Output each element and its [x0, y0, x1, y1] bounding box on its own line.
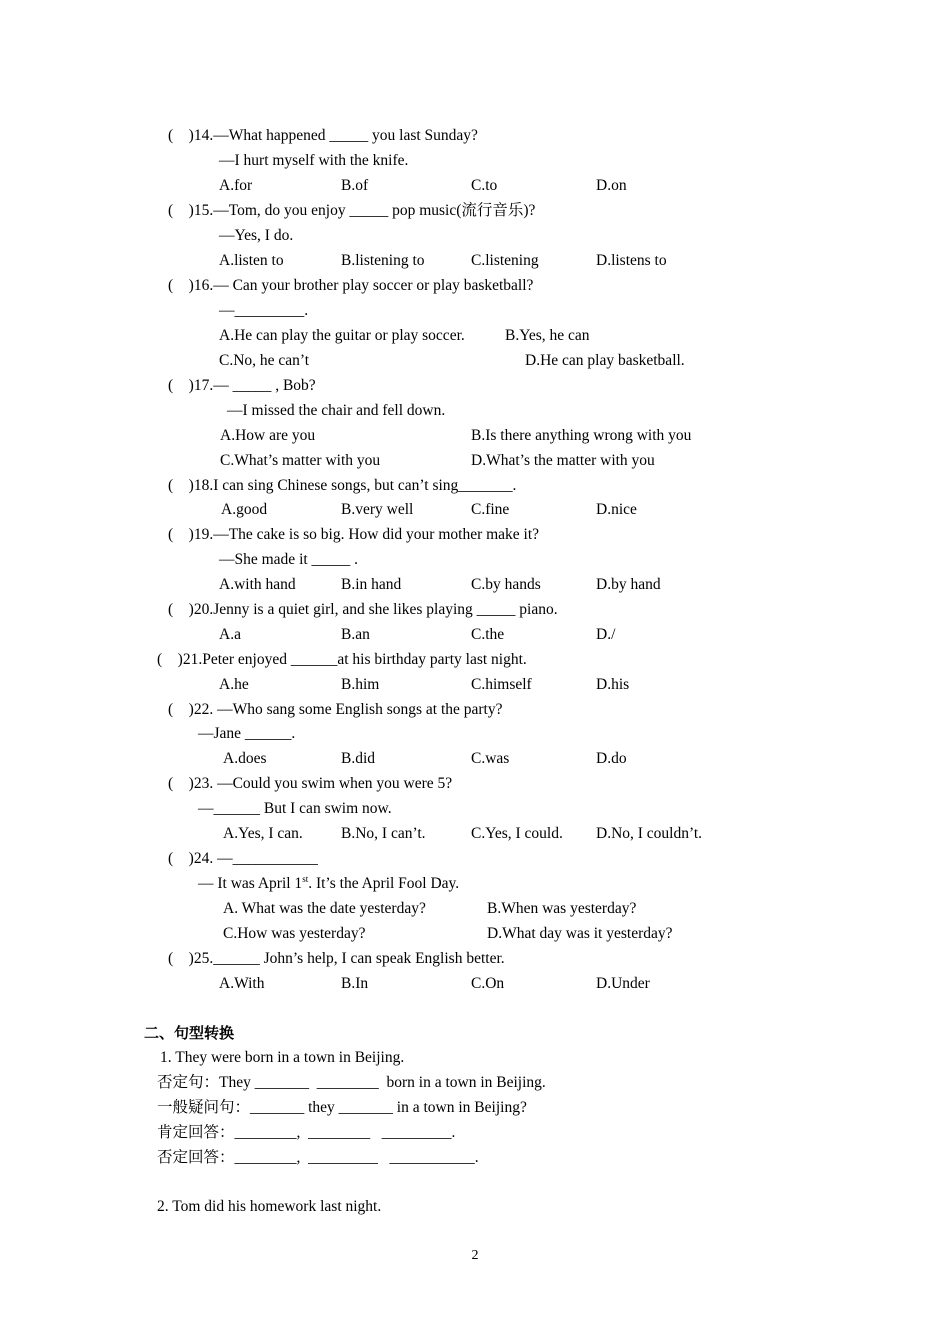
- q24-answer-sup: st: [302, 873, 309, 884]
- q23-answer: —______ But I can swim now.: [198, 800, 392, 817]
- q24-answer: [198, 874, 459, 894]
- q23-option-d: D.No, I couldn’t.: [596, 825, 703, 842]
- q18-stem: ( )18.I can sing Chinese songs, but can’t sing_______.: [168, 477, 517, 494]
- page-number: 2: [471, 1248, 479, 1263]
- q25-option-b: B.In: [341, 975, 369, 992]
- q21-option-b: B.him: [341, 676, 380, 693]
- q24-option-d: D.What day was it yesterday?: [487, 925, 673, 942]
- q19-answer: —She made it _____ .: [219, 551, 359, 568]
- q20-option-a: A.a: [219, 626, 241, 643]
- q23-option-a: A.Yes, I can.: [223, 825, 303, 842]
- q14-answer: —I hurt myself with the knife.: [219, 152, 409, 169]
- q18-option-a: A.good: [221, 501, 268, 518]
- q18-option-d: D.nice: [596, 501, 637, 518]
- q22-option-c: C.was: [471, 750, 510, 767]
- q19-option-d: D.by hand: [596, 576, 661, 593]
- q16-option-b: B.Yes, he can: [505, 327, 590, 344]
- section2-negative: 否定句：They _______ ________ born in a town in Beijing.: [157, 1074, 546, 1091]
- q22-answer: —Jane ______.: [198, 725, 296, 742]
- q22-stem: ( )22. —Who sang some English songs at the party?: [168, 701, 503, 718]
- q16-answer: —_________.: [219, 302, 309, 319]
- q25-option-c: C.On: [471, 975, 505, 992]
- q15-stem: ( )15.—Tom, do you enjoy _____ pop music(流行音乐)?: [168, 202, 536, 219]
- q18-option-b: B.very well: [341, 501, 414, 518]
- q14-option-a: A.for: [219, 177, 253, 194]
- q23-option-b: B.No, I can’t.: [341, 825, 426, 842]
- q21-option-a: A.he: [219, 676, 249, 693]
- q22-option-a: A.does: [223, 750, 267, 767]
- q16-option-c: C.No, he can’t: [219, 352, 310, 369]
- q14-option-b: B.of: [341, 177, 369, 194]
- section2-no-answer: 否定回答：________, _________ ___________.: [157, 1149, 479, 1166]
- q20-stem: ( )20.Jenny is a quiet girl, and she likes playing _____ piano.: [168, 601, 558, 618]
- q15-option-a: A.listen to: [219, 252, 284, 269]
- q20-option-d: D./: [596, 626, 616, 643]
- q17-option-d: D.What’s the matter with you: [471, 452, 655, 469]
- q24-option-b: B.When was yesterday?: [487, 900, 637, 917]
- section2-question: 一般疑问句：_______ they _______ in a town in Beijing?: [157, 1099, 527, 1116]
- q20-option-b: B.an: [341, 626, 370, 643]
- q16-option-d: D.He can play basketball.: [525, 352, 685, 369]
- q15-option-d: D.listens to: [596, 252, 667, 269]
- q19-stem: ( )19.—The cake is so big. How did your mother make it?: [168, 526, 540, 543]
- q20-option-c: C.the: [471, 626, 505, 643]
- q24-stem: ( )24. —___________: [168, 850, 318, 867]
- q21-option-c: C.himself: [471, 676, 532, 693]
- q19-option-b: B.in hand: [341, 576, 402, 593]
- q24-option-c: C.How was yesterday?: [223, 925, 366, 942]
- q14-stem: ( )14.—What happened _____ you last Sunday?: [168, 127, 478, 144]
- q15-option-b: B.listening to: [341, 252, 425, 269]
- q15-option-c: C.listening: [471, 252, 539, 269]
- q21-option-d: D.his: [596, 676, 630, 693]
- q21-stem: ( )21.Peter enjoyed ______at his birthday party last night.: [157, 651, 527, 668]
- q17-option-c: C.What’s matter with you: [220, 452, 381, 469]
- section2-title: 二、句型转换: [144, 1024, 235, 1042]
- q22-option-d: D.do: [596, 750, 627, 767]
- q25-option-d: D.Under: [596, 975, 650, 992]
- q15-answer: —Yes, I do.: [219, 227, 294, 244]
- q19-option-a: A.with hand: [219, 576, 296, 593]
- section2-item2: 2. Tom did his homework last night.: [157, 1198, 382, 1215]
- q16-option-a: A.He can play the guitar or play soccer.: [219, 327, 465, 344]
- q25-option-a: A.With: [219, 975, 265, 992]
- q17-answer: —I missed the chair and fell down.: [227, 402, 446, 419]
- q16-stem: ( )16.— Can your brother play soccer or play basketball?: [168, 277, 534, 294]
- q24-answer-pre: — It was April 1: [198, 875, 303, 892]
- q18-option-c: C.fine: [471, 501, 510, 518]
- q14-option-d: D.on: [596, 177, 627, 194]
- q23-option-c: C.Yes, I could.: [471, 825, 563, 842]
- q25-stem: ( )25.______ John’s help, I can speak English better.: [168, 950, 505, 967]
- q22-option-b: B.did: [341, 750, 376, 767]
- section2-item1: 1. They were born in a town in Beijing.: [160, 1049, 405, 1066]
- q17-stem: ( )17.— _____ , Bob?: [168, 377, 316, 394]
- q24-option-a: A. What was the date yesterday?: [223, 900, 426, 917]
- q24-answer-post: . It’s the April Fool Day.: [308, 875, 460, 892]
- q17-option-a: A.How are you: [220, 427, 316, 444]
- q14-option-c: C.to: [471, 177, 498, 194]
- q17-option-b: B.Is there anything wrong with you: [471, 427, 692, 444]
- section2-yes-answer: 肯定回答：________, ________ _________.: [157, 1124, 456, 1141]
- q23-stem: ( )23. —Could you swim when you were 5?: [168, 775, 453, 792]
- q19-option-c: C.by hands: [471, 576, 541, 593]
